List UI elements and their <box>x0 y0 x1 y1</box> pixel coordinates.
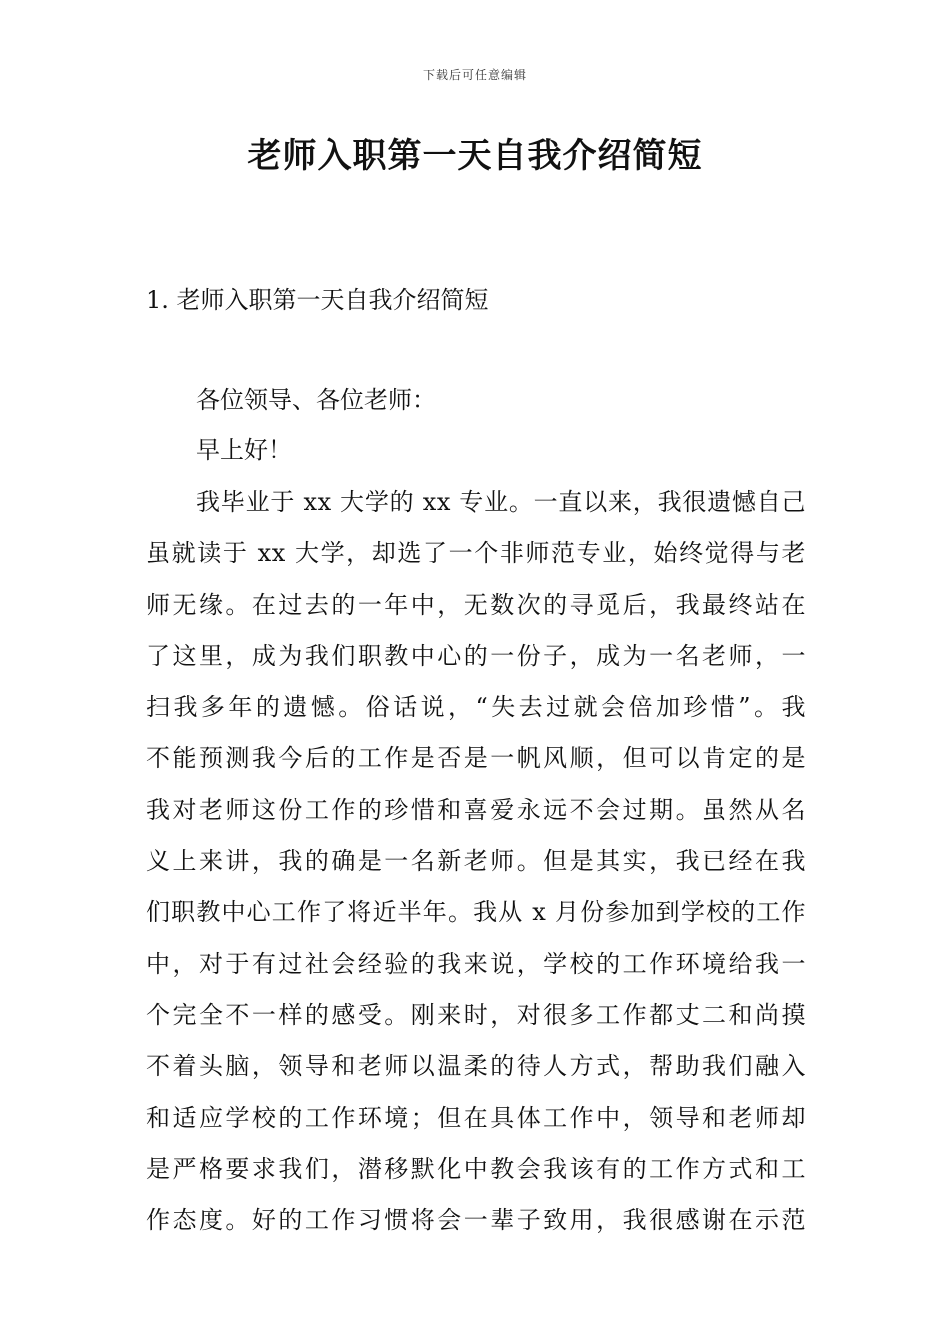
page-title: 老师入职第一天自我介绍简短 <box>247 136 703 176</box>
section-heading: 1. 老师入职第一天自我介绍简短 <box>146 286 489 314</box>
salutation-line: 各位领导、各位老师： <box>196 386 436 414</box>
paragraph-line: 师无缘。在过去的一年中，无数次的寻觅后，我最终站在 <box>146 590 806 619</box>
paragraph-line: 中，对于有过社会经验的我来说，学校的工作环境给我一 <box>146 949 806 978</box>
header-note: 下载后可任意编辑 <box>422 68 527 82</box>
paragraph-line: 扫我多年的遗憾。俗话说，“失去过就会倍加珍惜”。我 <box>146 693 806 722</box>
paragraph-line: 不能预测我今后的工作是否是一帆风顺，但可以肯定的是 <box>146 744 806 773</box>
paragraph-line: 了这里，成为我们职教中心的一份子，成为一名老师，一 <box>146 641 806 670</box>
paragraph-line: 义上来讲，我的确是一名新老师。但是其实，我已经在我 <box>146 847 806 876</box>
body-paragraph <box>146 477 806 1246</box>
paragraph-line: 是严格要求我们，潜移默化中教会我该有的工作方式和工 <box>146 1154 806 1183</box>
paragraph-line: 不着头脑，领导和老师以温柔的待人方式，帮助我们融入 <box>146 1052 806 1081</box>
greeting-line: 早上好！ <box>196 436 292 464</box>
paragraph-line: 虽就读于 xx 大学，却选了一个非师范专业，始终觉得与老 <box>146 539 806 568</box>
paragraph-line: 个完全不一样的感受。刚来时，对很多工作都丈二和尚摸 <box>146 1000 806 1029</box>
paragraph-line: 我对老师这份工作的珍惜和喜爱永远不会过期。虽然从名 <box>146 795 806 824</box>
paragraph-line: 我毕业于 xx 大学的 xx 专业。一直以来，我很遗憾自己 <box>196 488 806 516</box>
paragraph-line: 们职教中心工作了将近半年。我从 x 月份参加到学校的工作 <box>146 898 806 927</box>
paragraph-line: 和适应学校的工作环境；但在具体工作中，领导和老师却 <box>146 1103 806 1132</box>
paragraph-line: 作态度。好的工作习惯将会一辈子致用，我很感谢在示范 <box>146 1206 806 1235</box>
